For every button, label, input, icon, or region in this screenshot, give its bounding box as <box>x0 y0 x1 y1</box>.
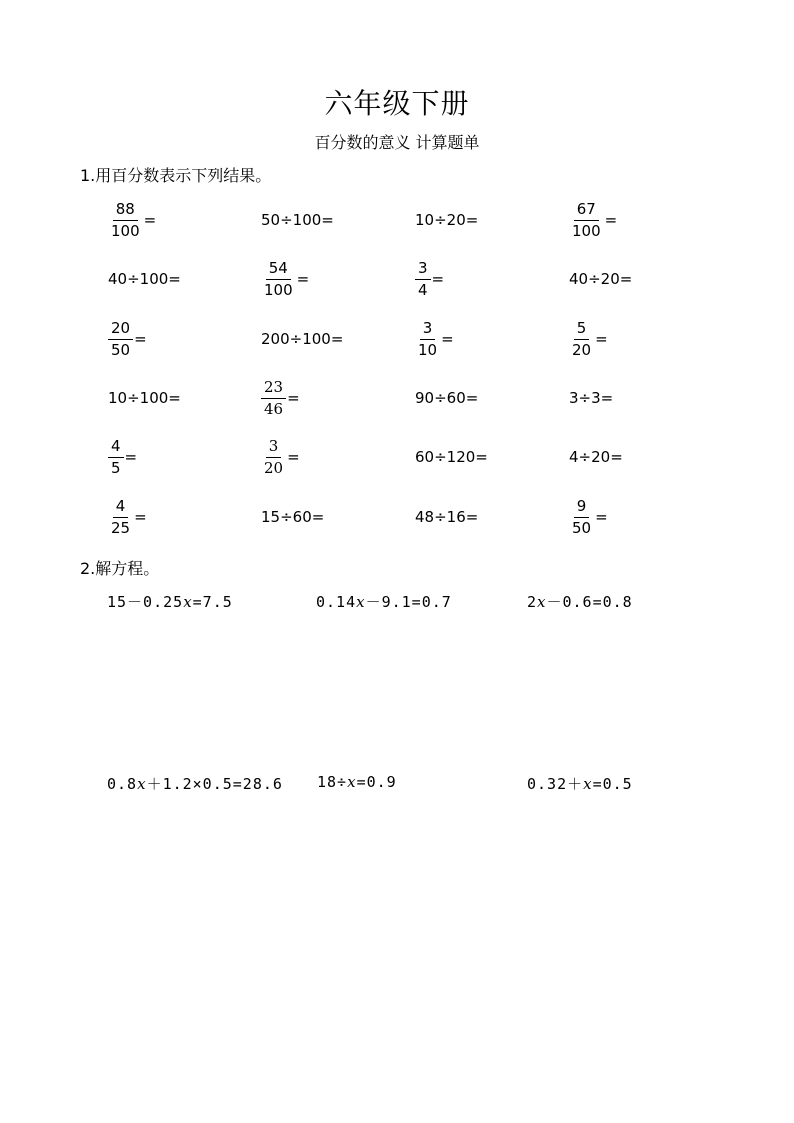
equation-suffix: =0.5 <box>592 775 633 793</box>
fraction-denominator: 100 <box>111 221 140 240</box>
exercise-item <box>261 195 334 245</box>
equals-sign: = <box>134 330 147 348</box>
exercise-item <box>415 432 488 482</box>
division-expression: 15÷60= <box>261 508 325 526</box>
fraction-denominator: 4 <box>418 280 428 299</box>
equation-prefix: 15－0.25 <box>107 593 184 611</box>
equation-prefix: 2 <box>527 593 538 611</box>
exercise-item <box>415 492 478 542</box>
exercise-item <box>108 195 156 245</box>
exercise-item <box>415 373 478 423</box>
exercise-item <box>108 254 181 304</box>
division-expression: 10÷100= <box>108 389 181 407</box>
page-title: 六年级下册 <box>324 87 470 120</box>
section1-heading: 1.用百分数表示下列结果。 <box>80 166 272 185</box>
exercise-item <box>108 373 181 423</box>
fraction-denominator: 46 <box>264 399 284 418</box>
fraction-denominator: 50 <box>111 340 131 359</box>
fraction <box>108 318 133 359</box>
equation <box>316 591 452 612</box>
fraction <box>569 199 604 240</box>
fraction-numerator: 4 <box>108 439 124 458</box>
fraction-numerator: 88 <box>113 202 138 221</box>
equation-variable: x <box>137 775 147 793</box>
fraction-numerator: 3 <box>420 321 436 340</box>
exercise-item <box>569 314 608 364</box>
equals-sign: = <box>287 448 300 466</box>
equals-sign: = <box>124 448 138 466</box>
fraction <box>108 199 143 240</box>
exercise-item <box>261 432 300 482</box>
division-expression: 48÷16= <box>415 508 479 526</box>
division-expression: 60÷120= <box>415 448 488 466</box>
equation-prefix: 0.14 <box>316 593 357 611</box>
equation-suffix: －9.1=0.7 <box>365 593 452 611</box>
exercise-item <box>569 254 632 304</box>
exercise-item <box>261 492 324 542</box>
equation-prefix: 0.8 <box>107 775 138 793</box>
equation-suffix: ＋1.2×0.5=28.6 <box>146 775 283 793</box>
fraction-numerator: 9 <box>574 499 590 518</box>
equals-sign: = <box>595 508 608 526</box>
division-expression: 3÷3= <box>569 389 614 407</box>
division-expression: 50÷100= <box>261 211 334 229</box>
fraction-numerator: 4 <box>113 499 129 518</box>
equation <box>107 773 283 794</box>
fraction-denominator: 100 <box>572 221 601 240</box>
exercise-item <box>415 314 454 364</box>
fraction <box>261 258 296 299</box>
equation-variable: x <box>183 593 193 611</box>
equation-prefix: 18÷ <box>317 773 348 791</box>
fraction <box>569 318 594 359</box>
fraction <box>108 496 133 537</box>
division-expression: 40÷20= <box>569 270 633 288</box>
fraction-denominator: 5 <box>111 458 121 477</box>
equation <box>527 773 633 794</box>
equals-sign: = <box>431 270 445 288</box>
exercise-item <box>108 314 147 364</box>
fraction-numerator: 3 <box>266 439 282 458</box>
fraction-numerator: 20 <box>108 321 133 340</box>
fraction <box>261 436 286 477</box>
equation <box>107 591 233 612</box>
fraction-denominator: 20 <box>572 340 592 359</box>
fraction-denominator: 10 <box>418 340 438 359</box>
exercise-item <box>569 195 617 245</box>
equation-suffix: =0.9 <box>356 773 397 791</box>
fraction-numerator: 3 <box>415 261 431 280</box>
division-expression: 4÷20= <box>569 448 623 466</box>
fraction-numerator: 23 <box>261 380 286 399</box>
fraction <box>415 258 431 299</box>
fraction <box>569 496 594 537</box>
equals-sign: = <box>287 389 300 407</box>
equation-suffix: －0.6=0.8 <box>546 593 633 611</box>
fraction-numerator: 67 <box>574 202 599 221</box>
equation-prefix: 0.32＋ <box>527 775 584 793</box>
exercise-item <box>569 373 613 423</box>
fraction-denominator: 100 <box>264 280 293 299</box>
division-expression: 200÷100= <box>261 330 344 348</box>
equation <box>527 591 633 612</box>
equation-variable: x <box>583 775 593 793</box>
exercise-item <box>415 195 478 245</box>
exercise-item <box>261 314 343 364</box>
fraction-denominator: 25 <box>111 518 131 537</box>
division-expression: 10÷20= <box>415 211 479 229</box>
equation-variable: x <box>356 593 366 611</box>
fraction <box>108 436 124 477</box>
page-subtitle: 百分数的意义 计算题单 <box>314 133 480 152</box>
fraction <box>261 377 286 418</box>
equation <box>317 773 397 791</box>
equation-variable: x <box>347 773 357 791</box>
fraction-numerator: 5 <box>574 321 590 340</box>
equals-sign: = <box>143 211 157 229</box>
equation-suffix: =7.5 <box>192 593 233 611</box>
equation-variable: x <box>537 593 547 611</box>
exercise-item <box>108 492 147 542</box>
fraction <box>415 318 440 359</box>
equals-sign: = <box>595 330 608 348</box>
fraction-numerator: 54 <box>266 261 291 280</box>
division-expression: 40÷100= <box>108 270 181 288</box>
equals-sign: = <box>441 330 454 348</box>
exercise-item <box>108 432 137 482</box>
exercise-item <box>261 373 300 423</box>
exercise-item <box>415 254 444 304</box>
exercise-item <box>569 492 608 542</box>
division-expression: 90÷60= <box>415 389 479 407</box>
equals-sign: = <box>604 211 618 229</box>
fraction-denominator: 50 <box>572 518 592 537</box>
exercise-item <box>569 432 623 482</box>
exercise-item <box>261 254 309 304</box>
equals-sign: = <box>296 270 310 288</box>
fraction-denominator: 20 <box>264 458 284 477</box>
equals-sign: = <box>134 508 147 526</box>
section2-heading: 2.解方程。 <box>80 559 160 578</box>
